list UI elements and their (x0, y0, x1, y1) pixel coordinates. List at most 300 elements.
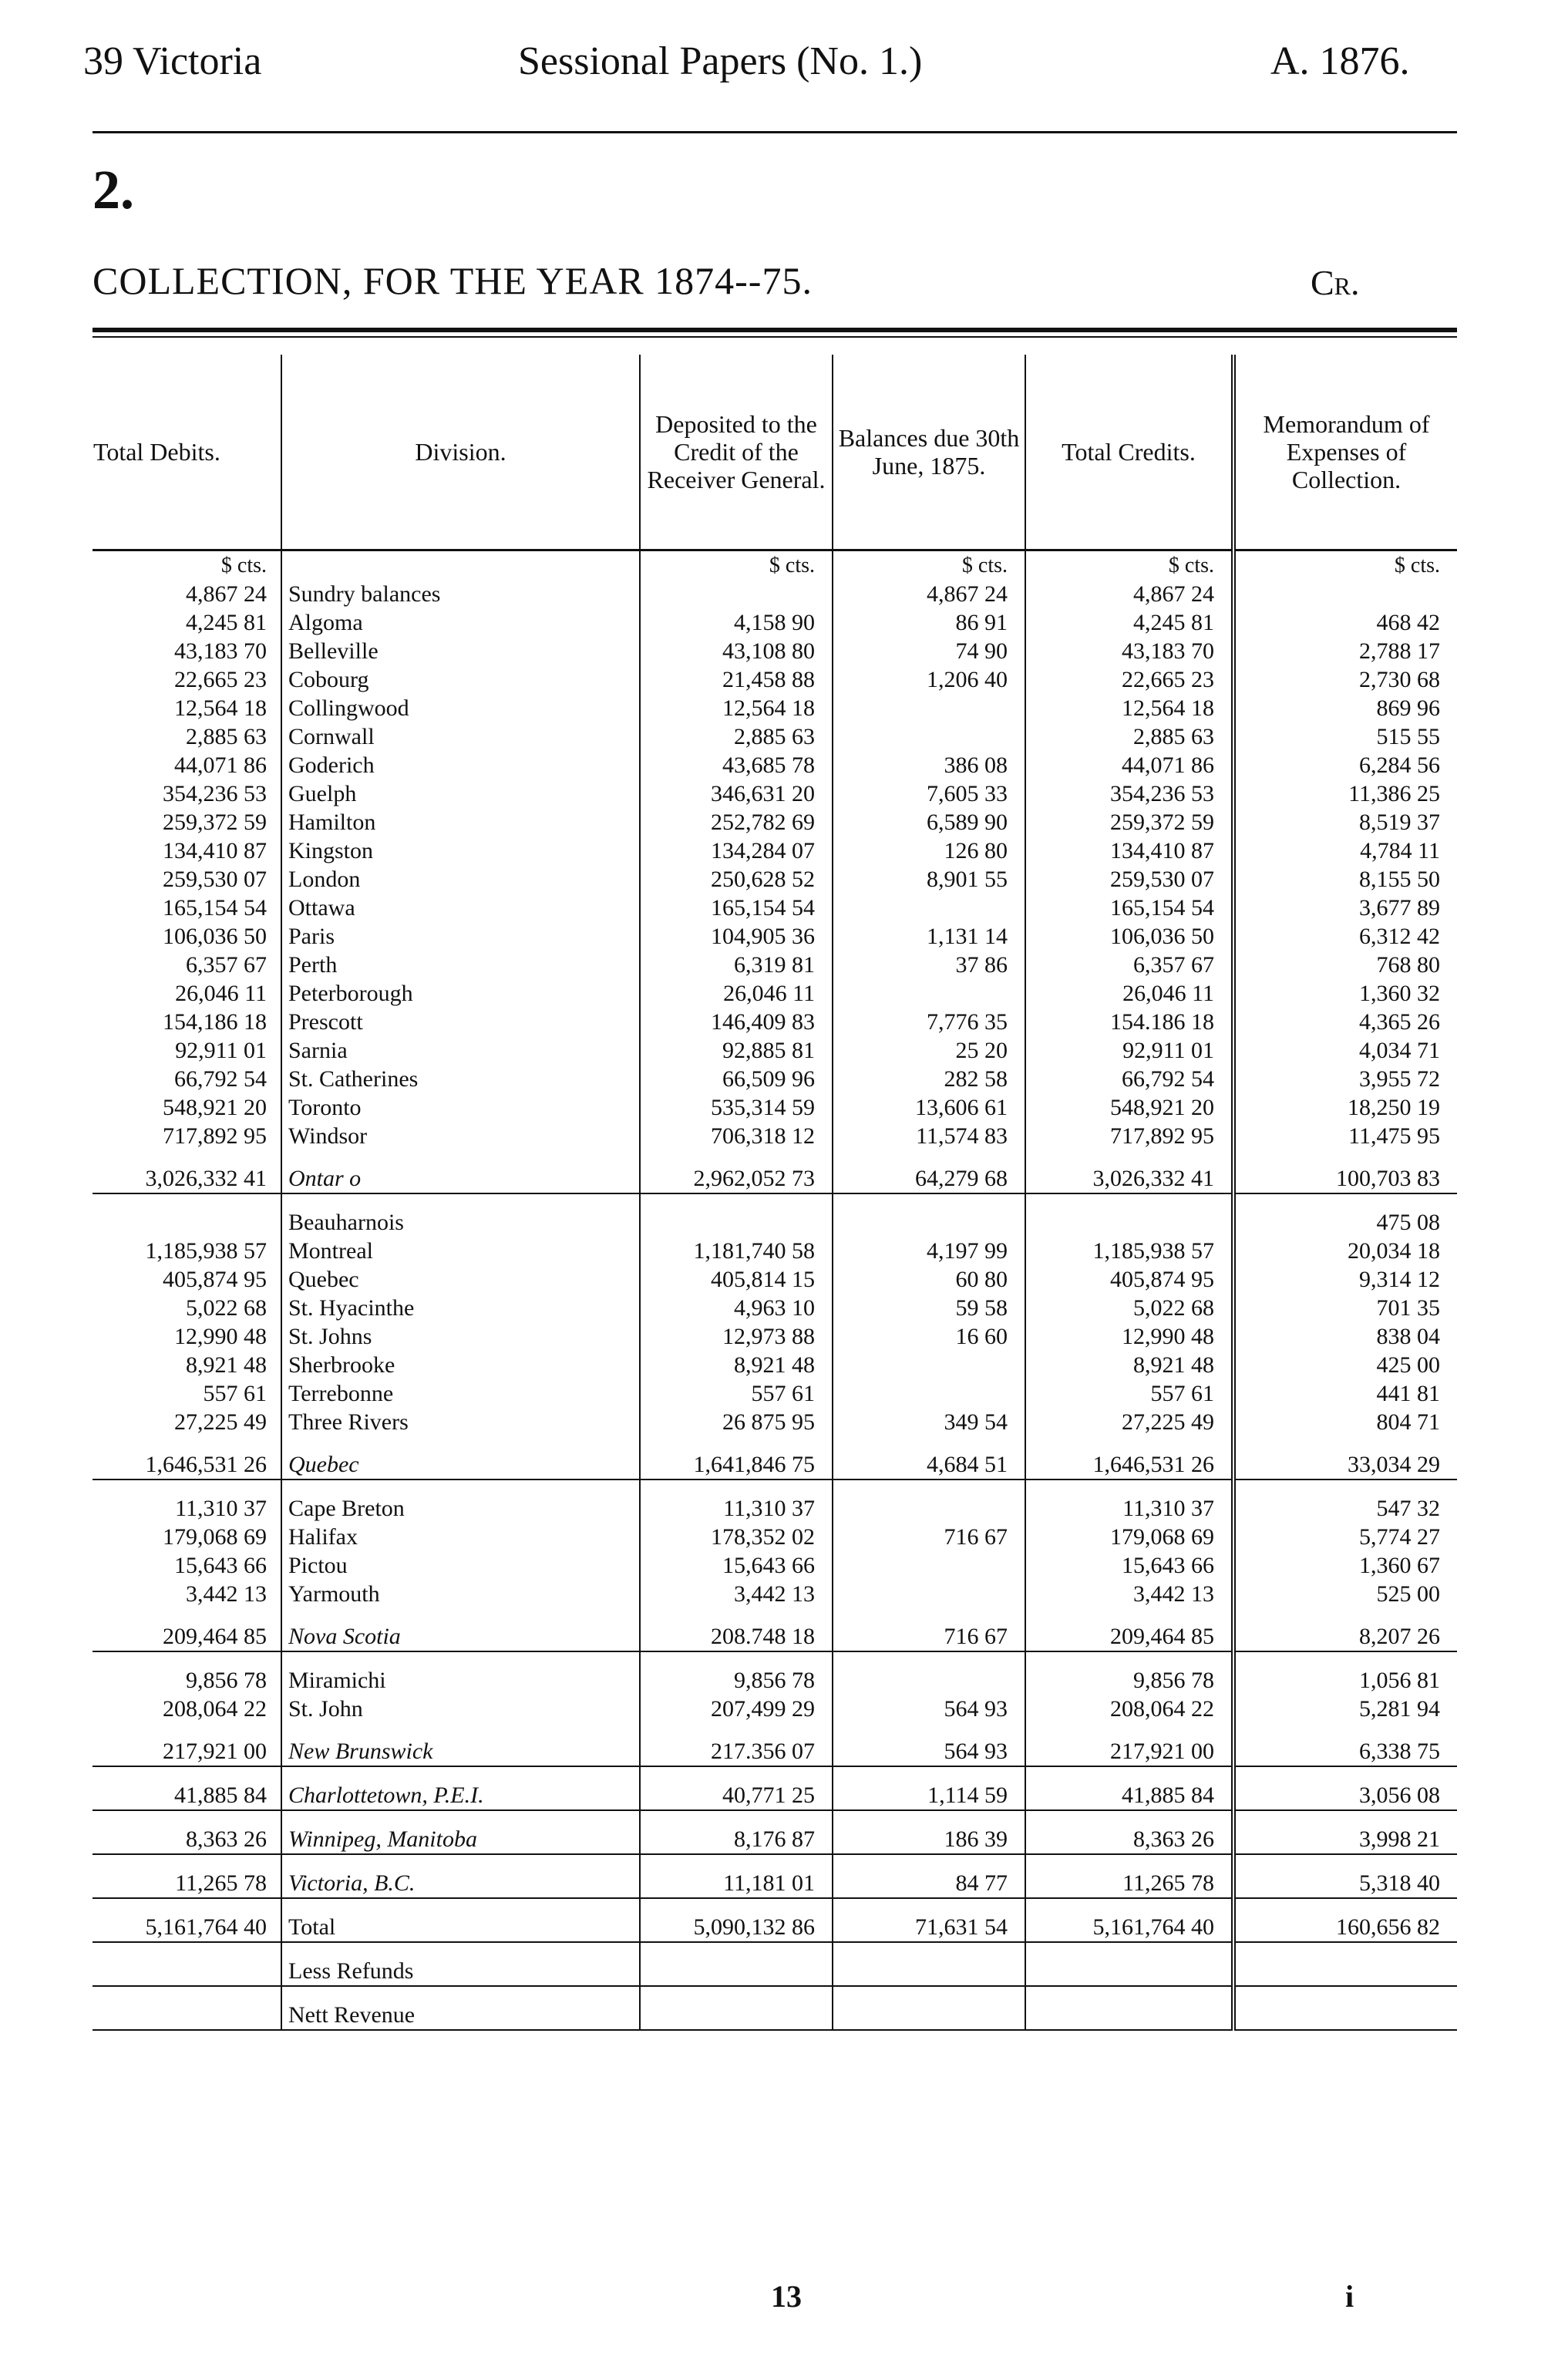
debit-cell: 179,068 69 (163, 1524, 267, 1550)
deposited-cell: 8,176 87 (640, 1825, 833, 1854)
table-row (93, 865, 1457, 894)
unit-credits: $ cts. (1025, 550, 1233, 581)
table-row (93, 1093, 1457, 1122)
deposited-cell: 21,458 88 (640, 665, 833, 694)
memo-cell: 6,312 42 (1233, 922, 1457, 951)
division-cell (281, 1942, 640, 1957)
memo-cell: 18,250 19 (1233, 1093, 1457, 1122)
document-title: Sessional Papers (No. 1.) (518, 39, 923, 83)
deposited-cell (640, 1957, 833, 1986)
division-cell: Terrebonne (281, 1379, 640, 1408)
balance-cell: 13,606 61 (833, 1093, 1025, 1122)
credit-cell: 44,071 86 (1025, 751, 1233, 779)
deposited-cell: 217.356 07 (640, 1737, 833, 1766)
credit-cell: 9,856 78 (1025, 1666, 1233, 1695)
debit-cell: 208,064 22 (163, 1696, 267, 1722)
unit-memo: $ cts. (1233, 550, 1457, 581)
balance-cell: 59 58 (833, 1294, 1025, 1322)
memo-cell: 547 32 (1233, 1494, 1457, 1523)
credit-cell: 22,665 23 (1025, 665, 1233, 694)
debit-cell (93, 1898, 281, 1913)
year-label: A. 1876. (1270, 39, 1410, 83)
credit-cell: 405,874 95 (1025, 1265, 1233, 1294)
debit-cell (93, 1608, 281, 1622)
balance-cell (833, 1208, 1025, 1237)
deposited-cell: 4,963 10 (640, 1294, 833, 1322)
memo-cell (1233, 1723, 1457, 1737)
balance-cell: 282 58 (833, 1065, 1025, 1093)
credit-cell: 259,530 07 (1025, 865, 1233, 894)
debit-cell: 15,643 66 (174, 1553, 267, 1578)
memo-cell: 11,386 25 (1233, 779, 1457, 808)
table-row (93, 1265, 1457, 1294)
credit-cell: 6,357 67 (1025, 951, 1233, 979)
memo-cell: 9,314 12 (1233, 1265, 1457, 1294)
deposited-cell: 92,885 81 (640, 1036, 833, 1065)
deposited-cell (640, 1723, 833, 1737)
division-cell: Guelph (281, 779, 640, 808)
deposited-cell: 11,310 37 (640, 1494, 833, 1523)
credit-cell (1025, 2001, 1233, 2030)
division-cell: Quebec (281, 1265, 640, 1294)
balance-cell: 4,197 99 (833, 1237, 1025, 1265)
credit-cell: 12,564 18 (1025, 694, 1233, 722)
division-cell (281, 1651, 640, 1666)
spacer-row (93, 1723, 1457, 1737)
table-row (93, 1122, 1457, 1150)
credit-cell (1025, 1608, 1233, 1622)
credit-cell: 5,161,764 40 (1025, 1913, 1233, 1942)
memo-cell: 475 08 (1233, 1208, 1457, 1237)
credit-cell: 11,265 78 (1025, 1869, 1233, 1898)
debit-cell: 6,357 67 (186, 952, 267, 978)
credit-cell: 92,911 01 (1025, 1036, 1233, 1065)
credit-cell (1025, 1723, 1233, 1737)
balance-cell: 16 60 (833, 1322, 1025, 1351)
deposited-cell: 4,158 90 (640, 608, 833, 637)
balance-cell: 564 93 (833, 1695, 1025, 1723)
credit-cell (1025, 1986, 1233, 2001)
memo-cell: 3,056 08 (1233, 1781, 1457, 1810)
deposited-cell: 15,643 66 (640, 1551, 833, 1580)
deposited-cell (640, 1986, 833, 2001)
debit-cell: 717,892 95 (163, 1123, 267, 1149)
memo-cell (1233, 1651, 1457, 1666)
debit-cell (93, 1208, 281, 1237)
credit-cell: 66,792 54 (1025, 1065, 1233, 1093)
debit-cell: 1,185,938 57 (145, 1238, 267, 1264)
debit-cell (93, 1193, 281, 1208)
memo-cell (1233, 1480, 1457, 1494)
deposited-cell (640, 1150, 833, 1164)
table-row (93, 951, 1457, 979)
debit-cell: 92,911 01 (175, 1038, 267, 1063)
division-cell: Sarnia (281, 1036, 640, 1065)
debit-cell: 354,236 53 (163, 781, 267, 806)
debit-cell: 22,665 23 (174, 667, 267, 692)
credit-cell: 12,990 48 (1025, 1322, 1233, 1351)
spacer-row (93, 1986, 1457, 2001)
memo-cell: 5,774 27 (1233, 1523, 1457, 1551)
memo-cell: 4,365 26 (1233, 1008, 1457, 1036)
credit-cell (1025, 1150, 1233, 1164)
deposited-cell: 146,409 83 (640, 1008, 833, 1036)
balance-cell: 74 90 (833, 637, 1025, 665)
table-row (93, 1036, 1457, 1065)
table-row (93, 979, 1457, 1008)
division-cell: Charlottetown, P.E.I. (281, 1781, 640, 1810)
deposited-cell: 1,641,846 75 (640, 1450, 833, 1480)
memo-cell (1233, 1436, 1457, 1450)
spacer-row (93, 1854, 1457, 1869)
credit-cell: 2,885 63 (1025, 722, 1233, 751)
debit-cell: 9,856 78 (186, 1668, 267, 1693)
balance-cell: 64,279 68 (833, 1164, 1025, 1193)
credit-cell: 27,225 49 (1025, 1408, 1233, 1436)
table-row (93, 580, 1457, 608)
other-provinces-section (93, 1781, 1457, 1913)
deposited-cell: 208.748 18 (640, 1622, 833, 1651)
spacer-row (93, 1942, 1457, 1957)
division-cell: Cobourg (281, 665, 640, 694)
division-cell (281, 1854, 640, 1869)
debit-cell (93, 1150, 281, 1164)
deposited-cell: 6,319 81 (640, 951, 833, 979)
deposited-cell: 134,284 07 (640, 837, 833, 865)
credit-cell (1025, 1898, 1233, 1913)
division-cell: Three Rivers (281, 1408, 640, 1436)
debit-cell: 4,867 24 (186, 581, 267, 607)
balance-cell (833, 722, 1025, 751)
deposited-cell (640, 1810, 833, 1825)
debit-cell: 12,990 48 (174, 1324, 267, 1349)
province-total-row (93, 1450, 1457, 1480)
debit-cell: 12,564 18 (174, 695, 267, 721)
table-row (93, 665, 1457, 694)
division-cell: New Brunswick (281, 1737, 640, 1766)
debit-cell: 165,154 54 (163, 895, 267, 921)
deposited-cell (640, 1942, 833, 1957)
credit-cell: 179,068 69 (1025, 1523, 1233, 1551)
division-cell: Winnipeg, Manitoba (281, 1825, 640, 1854)
table-row (93, 1208, 1457, 1237)
credit-cell: 259,372 59 (1025, 808, 1233, 837)
memo-cell: 1,056 81 (1233, 1666, 1457, 1695)
debit-cell: 405,874 95 (163, 1267, 267, 1292)
memo-cell (1233, 1608, 1457, 1622)
deposited-cell: 9,856 78 (640, 1666, 833, 1695)
province-total-row (93, 1164, 1457, 1193)
debit-cell: 3,442 13 (186, 1581, 267, 1607)
balance-cell: 716 67 (833, 1622, 1025, 1651)
balance-cell: 1,131 14 (833, 922, 1025, 951)
division-cell: Victoria, B.C. (281, 1869, 640, 1898)
deposited-cell: 1,181,740 58 (640, 1237, 833, 1265)
balance-cell (833, 1551, 1025, 1580)
table-row (93, 1580, 1457, 1608)
division-cell: Beauharnois (281, 1208, 640, 1237)
memo-cell: 425 00 (1233, 1351, 1457, 1379)
division-cell: Sundry balances (281, 580, 640, 608)
balance-cell: 25 20 (833, 1036, 1025, 1065)
grand-total-section (93, 1913, 1457, 2030)
credit-cell (1025, 1436, 1233, 1450)
balance-cell (833, 894, 1025, 922)
memo-cell: 768 80 (1233, 951, 1457, 979)
balance-cell: 349 54 (833, 1408, 1025, 1436)
division-cell: Belleville (281, 637, 640, 665)
balance-cell: 126 80 (833, 837, 1025, 865)
deposited-cell (640, 1854, 833, 1869)
table-row (93, 608, 1457, 637)
header-rule (93, 131, 1457, 133)
deposited-cell (640, 2001, 833, 2030)
memo-cell: 20,034 18 (1233, 1237, 1457, 1265)
division-cell (281, 1986, 640, 2001)
col-total-credits: Total Credits. (1025, 355, 1233, 550)
deposited-cell: 66,509 96 (640, 1065, 833, 1093)
deposited-cell: 2,885 63 (640, 722, 833, 751)
division-cell: Sherbrooke (281, 1351, 640, 1379)
credit-cell: 3,026,332 41 (1025, 1164, 1233, 1193)
province-total-row (93, 1825, 1457, 1854)
memo-cell: 5,281 94 (1233, 1695, 1457, 1723)
division-cell: Perth (281, 951, 640, 979)
table-row (93, 922, 1457, 951)
balance-cell: 71,631 54 (833, 1913, 1025, 1942)
debit-cell (93, 1957, 281, 1986)
memo-cell: 8,155 50 (1233, 865, 1457, 894)
division-cell: St. Catherines (281, 1065, 640, 1093)
credit-cell: 548,921 20 (1025, 1093, 1233, 1122)
table-row (93, 1408, 1457, 1436)
balance-cell (833, 1150, 1025, 1164)
table-row (93, 808, 1457, 837)
division-cell: Halifax (281, 1523, 640, 1551)
memo-cell: 4,034 71 (1233, 1036, 1457, 1065)
spacer-row (93, 1810, 1457, 1825)
balance-cell: 60 80 (833, 1265, 1025, 1294)
memo-cell: 3,677 89 (1233, 894, 1457, 922)
balance-cell: 84 77 (833, 1869, 1025, 1898)
spacer-row (93, 1766, 1457, 1781)
credit-cell: 8,363 26 (1025, 1825, 1233, 1854)
collection-table (93, 355, 1457, 2031)
col-deposited: Deposited to the Credit of the Receiver General. (640, 355, 833, 550)
credit-cell: 4,867 24 (1025, 580, 1233, 608)
deposited-cell: 706,318 12 (640, 1122, 833, 1150)
credit-cell: 557 61 (1025, 1379, 1233, 1408)
table-row (93, 1666, 1457, 1695)
page-number: 13 (771, 2279, 802, 2314)
division-cell: St. Hyacinthe (281, 1294, 640, 1322)
collection-title: COLLECTION, FOR THE YEAR 1874--75. (93, 259, 813, 302)
division-cell: Hamilton (281, 808, 640, 837)
balance-cell: 86 91 (833, 608, 1025, 637)
credit-cell: 106,036 50 (1025, 922, 1233, 951)
debit-cell: 41,885 84 (93, 1781, 281, 1810)
spacer-row (93, 1608, 1457, 1622)
balance-cell: 8,901 55 (833, 865, 1025, 894)
debit-cell: 5,161,764 40 (93, 1913, 281, 1942)
credit-cell (1025, 1810, 1233, 1825)
credit-cell (1025, 1480, 1233, 1494)
deposited-cell: 535,314 59 (640, 1093, 833, 1122)
memo-cell: 869 96 (1233, 694, 1457, 722)
credit-cell (1025, 1957, 1233, 1986)
memo-cell: 701 35 (1233, 1294, 1457, 1322)
deposited-cell: 26,046 11 (640, 979, 833, 1008)
quebec-section (93, 1208, 1457, 1494)
credit-cell (1025, 1208, 1233, 1237)
balance-cell (833, 1854, 1025, 1869)
table-row (93, 1008, 1457, 1036)
deposited-cell: 8,921 48 (640, 1351, 833, 1379)
credit-cell: 5,022 68 (1025, 1294, 1233, 1322)
balance-cell: 564 93 (833, 1737, 1025, 1766)
debit-cell (93, 1651, 281, 1666)
division-cell: Less Refunds (281, 1957, 640, 1986)
division-cell: Toronto (281, 1093, 640, 1122)
balance-cell: 716 67 (833, 1523, 1025, 1551)
division-cell: Yarmouth (281, 1580, 640, 1608)
debit-cell: 217,921 00 (93, 1737, 281, 1766)
debit-cell: 3,026,332 41 (93, 1164, 281, 1193)
memo-cell: 100,703 83 (1233, 1164, 1457, 1193)
debit-cell (93, 1766, 281, 1781)
memo-cell: 33,034 29 (1233, 1450, 1457, 1480)
memo-cell: 1,360 67 (1233, 1551, 1457, 1580)
debit-cell: 11,265 78 (93, 1869, 281, 1898)
division-cell (281, 1608, 640, 1622)
balance-cell (833, 1986, 1025, 2001)
deposited-cell: 207,499 29 (640, 1695, 833, 1723)
deposited-cell: 40,771 25 (640, 1781, 833, 1810)
division-cell: Pictou (281, 1551, 640, 1580)
deposited-cell: 165,154 54 (640, 894, 833, 922)
credit-cell (1025, 1651, 1233, 1666)
memo-cell (1233, 1193, 1457, 1208)
debit-cell: 8,363 26 (93, 1825, 281, 1854)
deposited-cell: 2,962,052 73 (640, 1164, 833, 1193)
memo-cell (1233, 1942, 1457, 1957)
division-cell: Collingwood (281, 694, 640, 722)
spacer-row (93, 1480, 1457, 1494)
credit-cell: 354,236 53 (1025, 779, 1233, 808)
balance-cell (833, 1379, 1025, 1408)
table-row (93, 1523, 1457, 1551)
deposited-cell: 3,442 13 (640, 1580, 833, 1608)
debit-cell (93, 1986, 281, 2001)
debit-cell: 5,022 68 (186, 1295, 267, 1321)
table-row (93, 1494, 1457, 1523)
table-row (93, 1351, 1457, 1379)
credit-cell: 3,442 13 (1025, 1580, 1233, 1608)
table-row (93, 1551, 1457, 1580)
province-total-row (93, 1622, 1457, 1651)
memo-cell (1233, 1810, 1457, 1825)
debit-cell (93, 1480, 281, 1494)
memo-cell: 2,730 68 (1233, 665, 1457, 694)
balance-cell (833, 694, 1025, 722)
table-row (93, 1237, 1457, 1265)
balance-cell (833, 1666, 1025, 1695)
credit-cell: 154.186 18 (1025, 1008, 1233, 1036)
division-cell: London (281, 865, 640, 894)
balance-cell (833, 1608, 1025, 1622)
credit-cell: 165,154 54 (1025, 894, 1233, 922)
debit-cell (93, 1942, 281, 1957)
page-mark: i (1345, 2279, 1354, 2314)
balance-cell: 4,684 51 (833, 1450, 1025, 1480)
memo-cell: 6,338 75 (1233, 1737, 1457, 1766)
balance-cell (833, 1351, 1025, 1379)
memo-cell: 4,784 11 (1233, 837, 1457, 865)
division-cell: Ottawa (281, 894, 640, 922)
credit-cell (1025, 1193, 1233, 1208)
table-row (93, 837, 1457, 865)
credit-cell: 4,245 81 (1025, 608, 1233, 637)
title-rule-thin (93, 336, 1457, 338)
spacer-row (93, 1436, 1457, 1450)
debit-cell: 44,071 86 (174, 752, 267, 778)
spacer-row (93, 1193, 1457, 1208)
balance-cell (833, 1436, 1025, 1450)
credit-cell: 11,310 37 (1025, 1494, 1233, 1523)
debit-cell: 27,225 49 (174, 1409, 267, 1435)
division-cell: Algoma (281, 608, 640, 637)
division-cell (281, 1810, 640, 1825)
credit-side-label: Cr. (1311, 263, 1360, 302)
credit-cell: 209,464 85 (1025, 1622, 1233, 1651)
unit-debits: $ cts. (220, 554, 267, 577)
deposited-cell: 43,108 80 (640, 637, 833, 665)
memo-cell: 8,207 26 (1233, 1622, 1457, 1651)
credit-cell: 1,185,938 57 (1025, 1237, 1233, 1265)
credit-cell: 134,410 87 (1025, 837, 1233, 865)
volume-label: 39 Victoria (83, 39, 262, 83)
table-row (93, 751, 1457, 779)
table-row (93, 1294, 1457, 1322)
deposited-cell: 5,090,132 86 (640, 1913, 833, 1942)
deposited-cell: 346,631 20 (640, 779, 833, 808)
debit-cell: 548,921 20 (163, 1095, 267, 1120)
ontario-section (93, 580, 1457, 1208)
deposited-cell: 405,814 15 (640, 1265, 833, 1294)
memo-cell: 515 55 (1233, 722, 1457, 751)
memo-cell: 160,656 82 (1233, 1913, 1457, 1942)
division-cell: Prescott (281, 1008, 640, 1036)
deposited-cell: 557 61 (640, 1379, 833, 1408)
balance-cell (833, 1957, 1025, 1986)
deposited-cell: 104,905 36 (640, 922, 833, 951)
division-cell: Paris (281, 922, 640, 951)
division-cell: Montreal (281, 1237, 640, 1265)
debit-cell: 1,646,531 26 (93, 1450, 281, 1480)
balance-cell (833, 979, 1025, 1008)
balance-cell: 186 39 (833, 1825, 1025, 1854)
debit-cell: 154,186 18 (163, 1009, 267, 1035)
debit-cell: 259,530 07 (163, 867, 267, 892)
table-row (93, 779, 1457, 808)
division-cell (281, 1436, 640, 1450)
deposited-cell (640, 1436, 833, 1450)
debit-cell (93, 1723, 281, 1737)
refunds-row (93, 1957, 1457, 1986)
memo-cell: 11,475 95 (1233, 1122, 1457, 1150)
debit-cell: 106,036 50 (163, 924, 267, 949)
debit-cell: 4,245 81 (186, 610, 267, 635)
